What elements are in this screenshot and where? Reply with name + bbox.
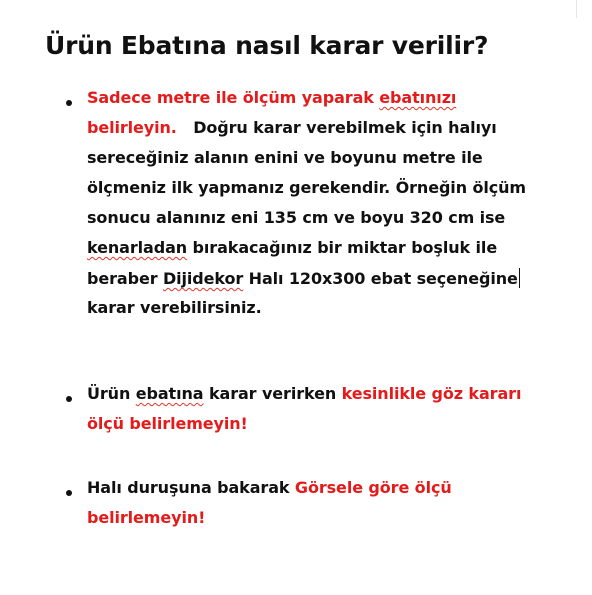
text-line[interactable]	[87, 268, 520, 289]
bullet-icon	[66, 490, 72, 496]
body-text: Halı 120x300 ebat seçeneğine	[243, 269, 518, 288]
emphasis-text: Sadece metre ile ölçüm yaparak	[87, 88, 380, 107]
emphasis-text: belirleyin.	[87, 118, 177, 137]
text-line[interactable]	[87, 118, 497, 138]
body-text: Halı duruşuna bakarak	[87, 478, 295, 497]
bullet-icon	[66, 396, 72, 402]
spellcheck-word[interactable]: ebatınızı	[379, 88, 457, 107]
emphasis-text: belirlemeyin!	[87, 508, 206, 527]
text-line[interactable]	[87, 414, 248, 434]
body-text: sonucu alanınız eni 135 cm ve boyu 320 cm ise	[87, 208, 506, 227]
emphasis-text: kesinlikle göz kararı	[341, 384, 522, 403]
spellcheck-word[interactable]: Dijidekor	[162, 269, 244, 288]
body-text: ölçmeniz ilk yapmanız gerekendir. Örneğin ölçüm	[87, 178, 526, 197]
body-text: bırakacağınız bir miktar boşluk ile	[187, 238, 498, 257]
spellcheck-word[interactable]: kenarladan	[87, 238, 188, 257]
bullet-icon	[66, 100, 72, 106]
text-line[interactable]	[87, 384, 521, 404]
body-text: sereceğiniz alanın enini ve boyunu metre ile	[87, 148, 483, 167]
body-text: Doğru karar verebilmek için halıyı	[176, 118, 497, 137]
page-edge	[0, 0, 577, 18]
text-line[interactable]	[87, 88, 456, 108]
emphasis-text: Görsele göre ölçü	[294, 478, 452, 497]
document-title: Ürün Ebatına nasıl karar verilir?	[45, 31, 489, 60]
text-line[interactable]	[87, 508, 205, 528]
emphasis-text: ölçü belirlemeyin!	[87, 414, 248, 433]
body-text: beraber	[87, 269, 163, 288]
spellcheck-word[interactable]: ebatına	[135, 384, 204, 403]
text-cursor	[519, 268, 520, 288]
body-text: karar verirken	[203, 384, 342, 403]
text-line[interactable]	[87, 208, 505, 228]
body-text: Ürün	[87, 384, 136, 403]
text-line[interactable]	[87, 178, 526, 198]
text-line[interactable]	[87, 478, 452, 498]
text-line[interactable]	[87, 298, 262, 318]
text-line[interactable]	[87, 238, 497, 258]
text-line[interactable]	[87, 148, 483, 168]
body-text: karar verebilirsiniz.	[87, 298, 262, 317]
